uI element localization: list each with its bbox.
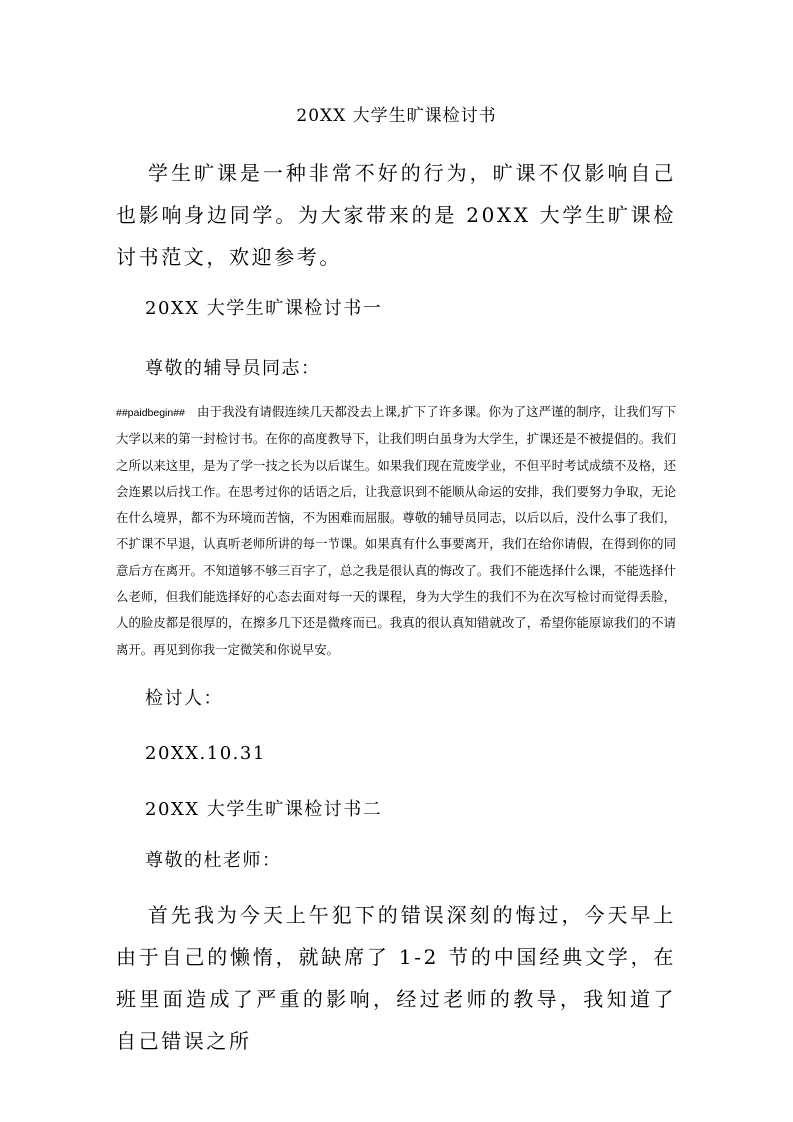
section1-salutation: 尊敬的辅导员同志：: [145, 358, 321, 379]
signature-date: 20XX.10.31: [145, 743, 266, 764]
document-title: 20XX 大学生旷课检讨书: [296, 106, 497, 126]
section1-body-paragraph: [116, 399, 676, 663]
section2-salutation: 尊敬的杜老师：: [145, 850, 282, 871]
paid-marker: ##paidbegin##: [116, 407, 185, 419]
intro-paragraph: 学生旷课是一种非常不好的行为，旷课不仅影响自己也影响身边同学。为大家带来的是 20XX 大学生旷课检讨书范文，欢迎参考。: [116, 161, 676, 269]
section2-heading: 20XX 大学生旷课检讨书二: [145, 799, 383, 820]
signature-label: 检讨人：: [145, 688, 223, 709]
section2-body-paragraph: 首先我为今天上午犯下的错误深刻的悔过，今天早上由于自己的懒惰，就缺席了 1-2 节的中国经典文学，在班里面造成了严重的影响，经过老师的教导，我知道了自己错误之所: [116, 903, 676, 1053]
section1-body-text: 由于我没有请假连续几天都没去上课,扩下了许多课。你为了这严谨的制序，让我们写下大学以来的第一封检讨书。在你的高度教导下，让我们明白虽身为大学生，扩课还是不被提倡的。我们之所以来这里，是为了学一技之长为以后谋生。如果我们现在荒废学业，不但平时考试成绩不及格，还会连累以后找工作。在思考过你的话语之后，让我意识到不能顺从命运的安排，我们要努力争取，无论在什么境界，都不为环境而苦恼，不为困难而屈服。尊敬的辅导员同志，以后以后，没什么事了我们，不扩课不早退，认真听老师所讲的每一节课。如果真有什么事要离开，我们在给你请假，在得到你的同意后方在离开。不知道够不够三百字了，总之我是很认真的悔改了。我们不能选择什么课，不能选择什么老师，但我们能选择好的心态去面对每一天的课程，身为大学生的我们不为在次写检讨而觉得丢脸，人的脸皮都是很厚的，在擦多几下还是微疼而已。我真的很认真知错就改了，希望你能原谅我们的不请离开。再见到你我一定微笑和你说早安。: [116, 404, 676, 657]
section1-heading: 20XX 大学生旷课检讨书一: [145, 298, 383, 319]
